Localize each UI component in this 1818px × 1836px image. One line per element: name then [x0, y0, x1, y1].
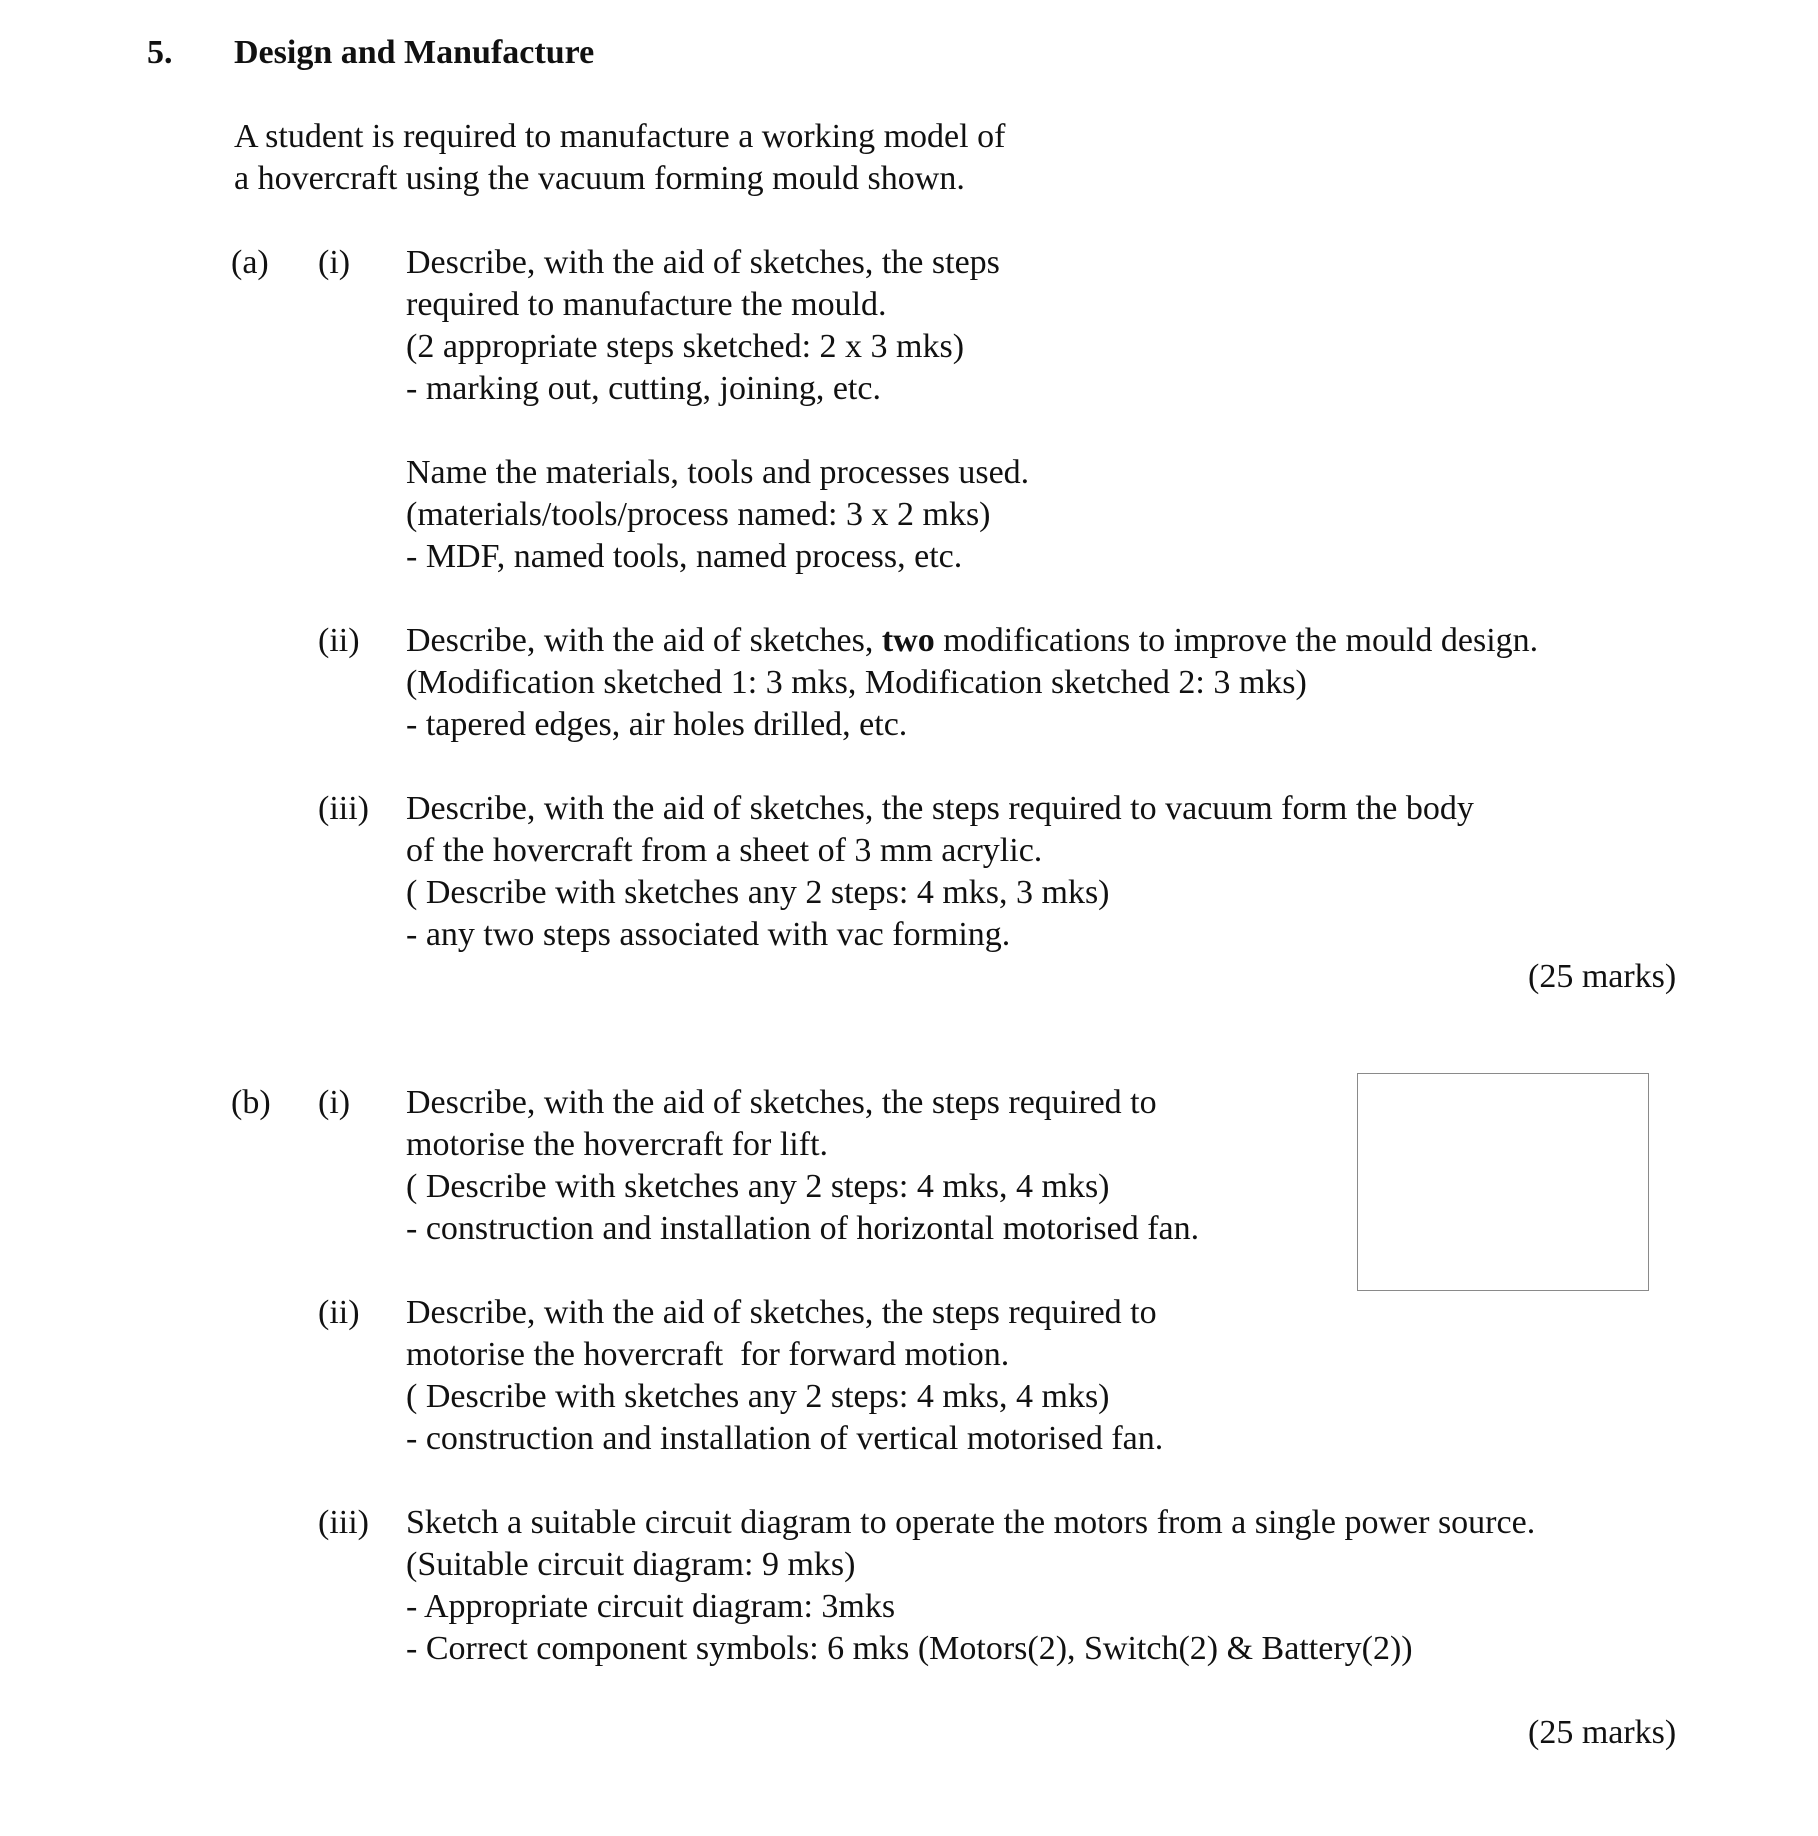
- part-a-ii-line-1-start: Describe, with the aid of sketches,: [406, 622, 882, 659]
- part-a-ii-line-1-end: modifications to improve the mould design.: [934, 622, 1539, 659]
- part-a-i-line-3: (2 appropriate steps sketched: 2 x 3 mks): [406, 328, 965, 365]
- part-b-i-line-2: motorise the hovercraft for lift.: [406, 1126, 829, 1163]
- part-b-iii-line-3: - Appropriate circuit diagram: 3mks: [406, 1588, 896, 1625]
- part-b-i-line-1: Describe, with the aid of sketches, the steps required to: [406, 1084, 1157, 1121]
- part-a-i-label: (i): [318, 244, 351, 281]
- part-b-label: (b): [231, 1084, 271, 1121]
- intro-line-1: A student is required to manufacture a working model of: [234, 118, 1006, 155]
- part-b-marks: (25 marks): [1528, 1714, 1677, 1751]
- part-b-iii-label: (iii): [318, 1504, 369, 1541]
- part-b-i-line-4: - construction and installation of horizontal motorised fan.: [406, 1210, 1200, 1247]
- question-number: 5.: [147, 34, 173, 71]
- part-b-ii-label: (ii): [318, 1294, 360, 1331]
- part-a-i-line-7: - MDF, named tools, named process, etc.: [406, 538, 963, 575]
- part-a-iii-line-4: - any two steps associated with vac forming.: [406, 916, 1011, 953]
- part-b-ii-line-1: Describe, with the aid of sketches, the steps required to: [406, 1294, 1157, 1331]
- part-a-i-line-5: Name the materials, tools and processes used.: [406, 454, 1030, 491]
- part-b-ii-line-2: motorise the hovercraft for forward motion.: [406, 1336, 1010, 1373]
- part-a-iii-line-3: ( Describe with sketches any 2 steps: 4 mks, 3 mks): [406, 874, 1110, 911]
- part-a-iii-line-1: Describe, with the aid of sketches, the steps required to vacuum form the body: [406, 790, 1474, 827]
- hovercraft-mould-image: [1357, 1073, 1649, 1291]
- part-a-iii-label: (iii): [318, 790, 369, 827]
- part-a-ii-label: (ii): [318, 622, 360, 659]
- intro-line-2: a hovercraft using the vacuum forming mould shown.: [234, 160, 965, 197]
- part-a-marks: (25 marks): [1528, 958, 1677, 995]
- question-title: Design and Manufacture: [234, 34, 595, 71]
- part-a-i-line-4: - marking out, cutting, joining, etc.: [406, 370, 881, 407]
- part-b-iii-line-4: - Correct component symbols: 6 mks (Motors(2), Switch(2) & Battery(2)): [406, 1630, 1413, 1667]
- part-b-i-label: (i): [318, 1084, 351, 1121]
- part-a-ii-line-1: [406, 620, 1538, 662]
- part-a-i-line-6: (materials/tools/process named: 3 x 2 mks): [406, 496, 991, 533]
- part-b-ii-line-3: ( Describe with sketches any 2 steps: 4 mks, 4 mks): [406, 1378, 1110, 1415]
- part-b-iii-line-1: Sketch a suitable circuit diagram to operate the motors from a single power source.: [406, 1504, 1536, 1541]
- part-a-i-line-1: Describe, with the aid of sketches, the steps: [406, 244, 1000, 281]
- part-a-iii-line-2: of the hovercraft from a sheet of 3 mm acrylic.: [406, 832, 1043, 869]
- part-b-i-line-3: ( Describe with sketches any 2 steps: 4 mks, 4 mks): [406, 1168, 1110, 1205]
- part-a-ii-line-2: (Modification sketched 1: 3 mks, Modification sketched 2: 3 mks): [406, 664, 1307, 701]
- part-a-ii-line-3: - tapered edges, air holes drilled, etc.: [406, 706, 908, 743]
- part-a-ii-emphasis: two: [881, 622, 935, 659]
- part-b-iii-line-2: (Suitable circuit diagram: 9 mks): [406, 1546, 856, 1583]
- part-b-ii-line-4: - construction and installation of vertical motorised fan.: [406, 1420, 1164, 1457]
- part-a-i-line-2: required to manufacture the mould.: [406, 286, 887, 323]
- part-a-label: (a): [231, 244, 269, 281]
